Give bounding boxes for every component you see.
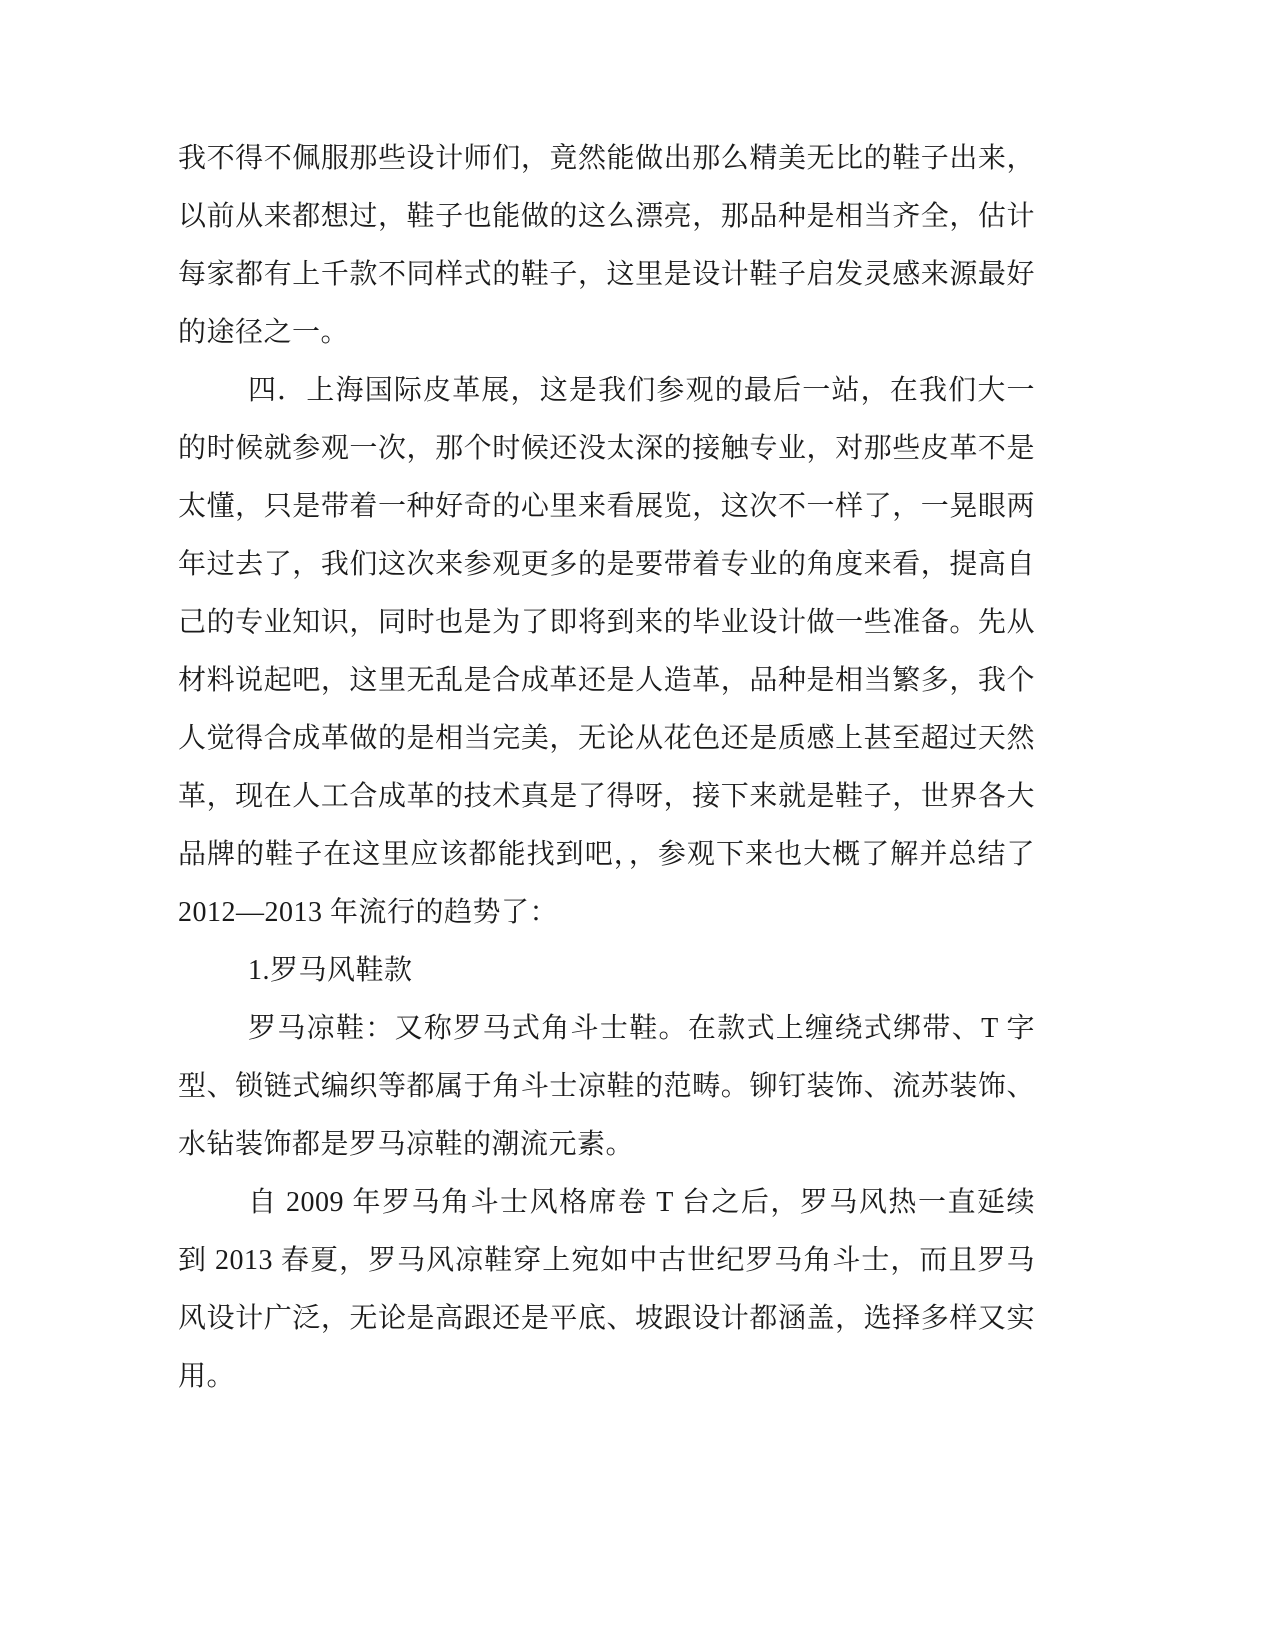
paragraph-continuation: 我不得不佩服那些设计师们，竟然能做出那么精美无比的鞋子出来，以前从来都想过，鞋子也能做的这么漂亮，那品种是相当齐全，估计每家都有上千款不同样式的鞋子，这里是设计鞋子启发灵感来源最好的途径之一。 [178,143,1035,348]
paragraph-roman-sandal-description: 罗马凉鞋：又称罗马式角斗士鞋。在款式上缠绕式绑带、T 字型、锁链式编织等都属于角斗士凉鞋的范畴。铆钉装饰、流苏装饰、水钻装饰都是罗马凉鞋的潮流元素。 [178,1013,1035,1160]
document-body [178,130,1035,1406]
paragraph-roman-trend-description: 自 2009 年罗马角斗士风格席卷 T 台之后，罗马风热一直延续到 2013 春夏，罗马风凉鞋穿上宛如中古世纪罗马角斗士，而且罗马风设计广泛，无论是高跟还是平底、坡跟设计都涵盖，选择多样又实用。 [178,1187,1035,1392]
paragraph-section-four: 四．上海国际皮革展，这是我们参观的最后一站，在我们大一的时候就参观一次，那个时候还没太深的接触专业，对那些皮革不是太懂，只是带着一种好奇的心里来看展览，这次不一样了，一晃眼两年过去了，我们这次来参观更多的是要带着专业的角度来看，提高自己的专业知识，同时也是为了即将到来的毕业设计做一些准备。先从材料说起吧，这里无乱是合成革还是人造革，品种是相当繁多，我个人觉得合成革做的是相当完美，无论从花色还是质感上甚至超过天然革，现在人工合成革的技术真是了得呀，接下来就是鞋子，世界各大品牌的鞋子在这里应该都能找到吧，，参观下来也大概了解并总结了 2012—2013 年流行的趋势了： [178,375,1035,928]
paragraph-list-item-1-heading: 1.罗马风鞋款 [248,955,413,986]
